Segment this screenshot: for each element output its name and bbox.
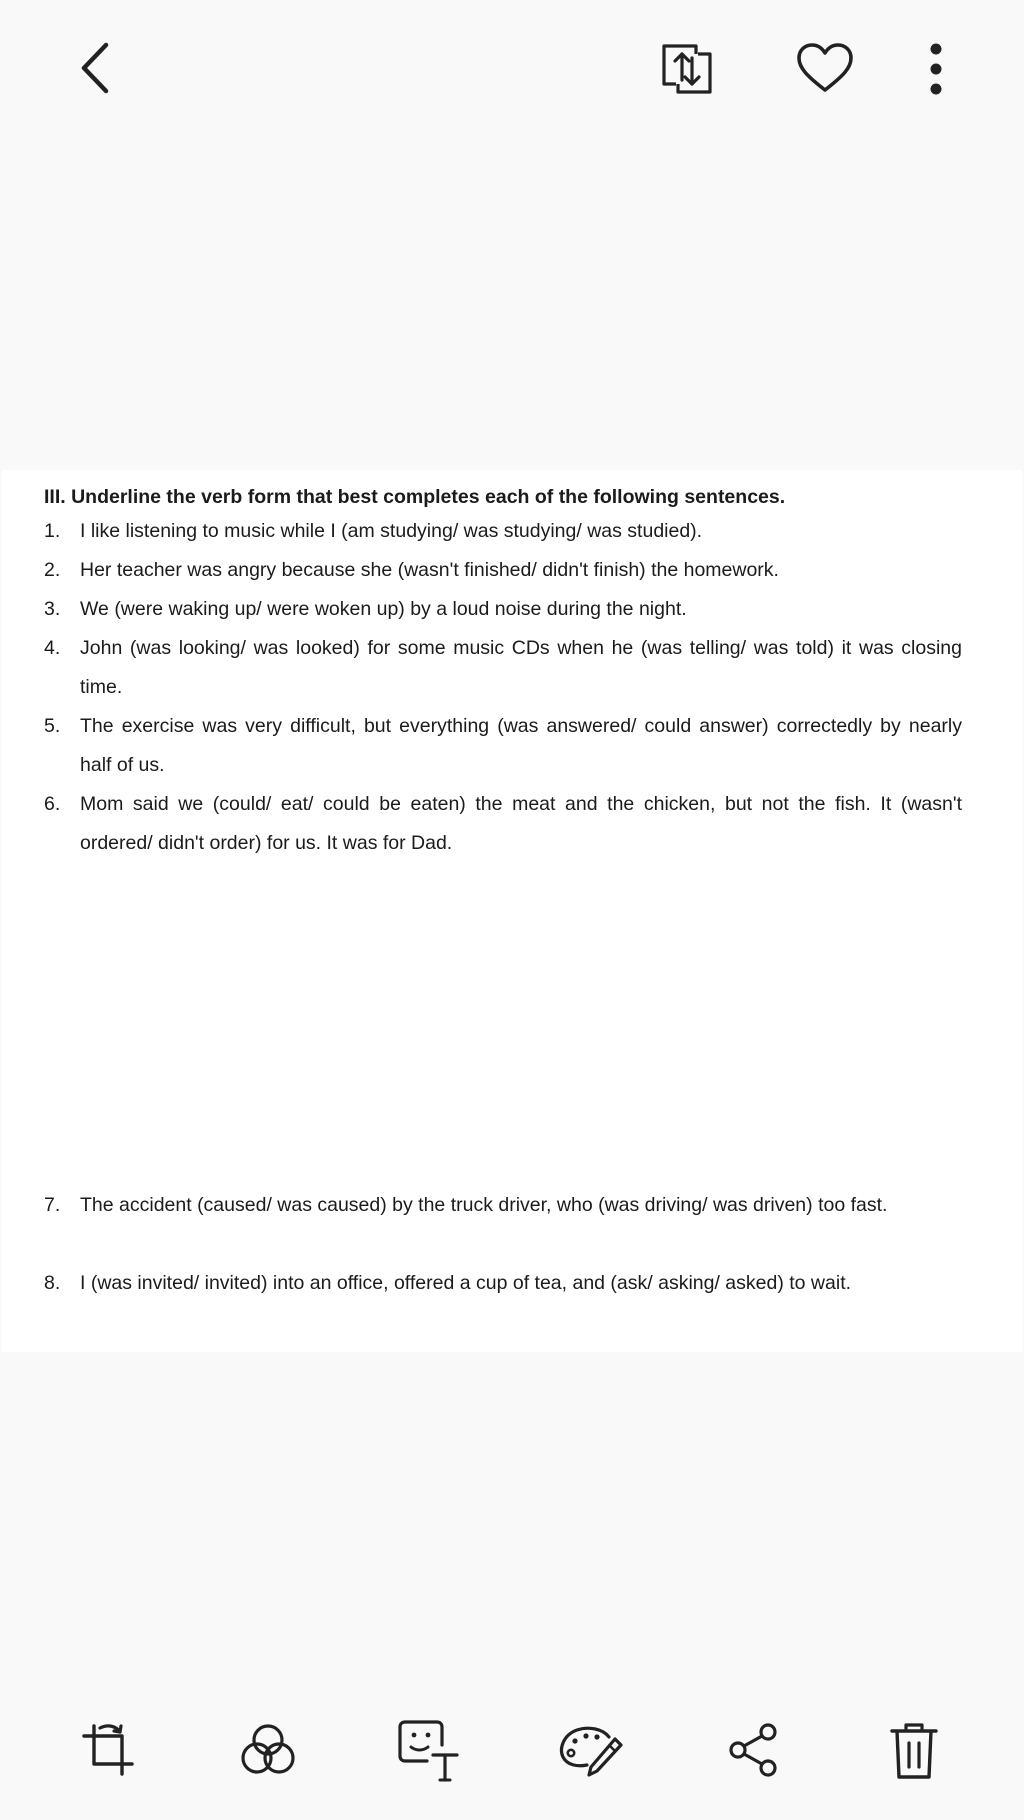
list-item (44, 1186, 962, 1225)
item-text: Her teacher was angry because she (wasn't finished/ didn't finish) the homework. (80, 559, 779, 581)
list-item (44, 629, 962, 707)
crop-rotate-icon (80, 1722, 136, 1778)
document-page (2, 470, 1022, 1352)
trash-icon (889, 1721, 939, 1781)
filter-button[interactable] (238, 1720, 298, 1780)
item-text: I (was invited/ invited) into an office, offered a cup of tea, and (ask/ asking/ asked) to wait. (80, 1272, 852, 1294)
item-number: 1. (44, 520, 61, 542)
item-number: 3. (44, 598, 61, 620)
list-item (44, 707, 962, 785)
exercise-heading: III. Underline the verb form that best completes each of the following sentences. (44, 486, 786, 508)
list-item (44, 1264, 962, 1303)
sticker-text-icon (397, 1719, 461, 1783)
list-item (44, 590, 962, 629)
item-text: John (was looking/ was looked) for some music CDs when he (was telling/ was told) it was closing time. (80, 637, 962, 698)
delete-button[interactable] (884, 1718, 944, 1784)
crop-rotate-button[interactable] (78, 1720, 138, 1780)
paint-palette-icon (557, 1721, 625, 1781)
sticker-text-button[interactable] (396, 1718, 462, 1784)
item-number: 2. (44, 559, 61, 581)
more-options-button[interactable] (910, 36, 962, 102)
item-number: 6. (44, 793, 61, 815)
back-button[interactable] (66, 38, 126, 98)
list-item (44, 551, 962, 590)
favorite-button[interactable] (792, 36, 858, 102)
item-number: 4. (44, 637, 61, 659)
back-arrow-icon (76, 41, 116, 95)
item-number: 8. (44, 1272, 61, 1294)
item-text: We (were waking up/ were woken up) by a loud noise during the night. (80, 598, 687, 620)
share-button[interactable] (724, 1720, 784, 1780)
item-text: The exercise was very difficult, but everything (was answered/ could answer) correctedly by nearly half of us. (80, 715, 962, 776)
item-number: 7. (44, 1194, 61, 1216)
more-vertical-icon (926, 43, 946, 95)
item-text: The accident (caused/ was caused) by the truck driver, who (was driving/ was driven) too fast. (80, 1194, 888, 1216)
heart-icon (795, 42, 855, 96)
convert-icon (658, 40, 716, 98)
share-icon (728, 1722, 780, 1778)
list-item (44, 785, 962, 863)
list-item (44, 512, 962, 551)
bottom-toolbar (0, 1700, 1024, 1800)
filter-icon (239, 1722, 297, 1778)
draw-button[interactable] (556, 1718, 626, 1784)
top-toolbar (0, 0, 1024, 140)
convert-button[interactable] (654, 36, 720, 102)
item-text: Mom said we (could/ eat/ could be eaten) the meat and the chicken, but not the fish. It (wasn't ordered/ didn't order) for us. It was for Dad. (80, 793, 962, 854)
item-number: 5. (44, 715, 61, 737)
item-text: I like listening to music while I (am studying/ was studying/ was studied). (80, 520, 703, 542)
